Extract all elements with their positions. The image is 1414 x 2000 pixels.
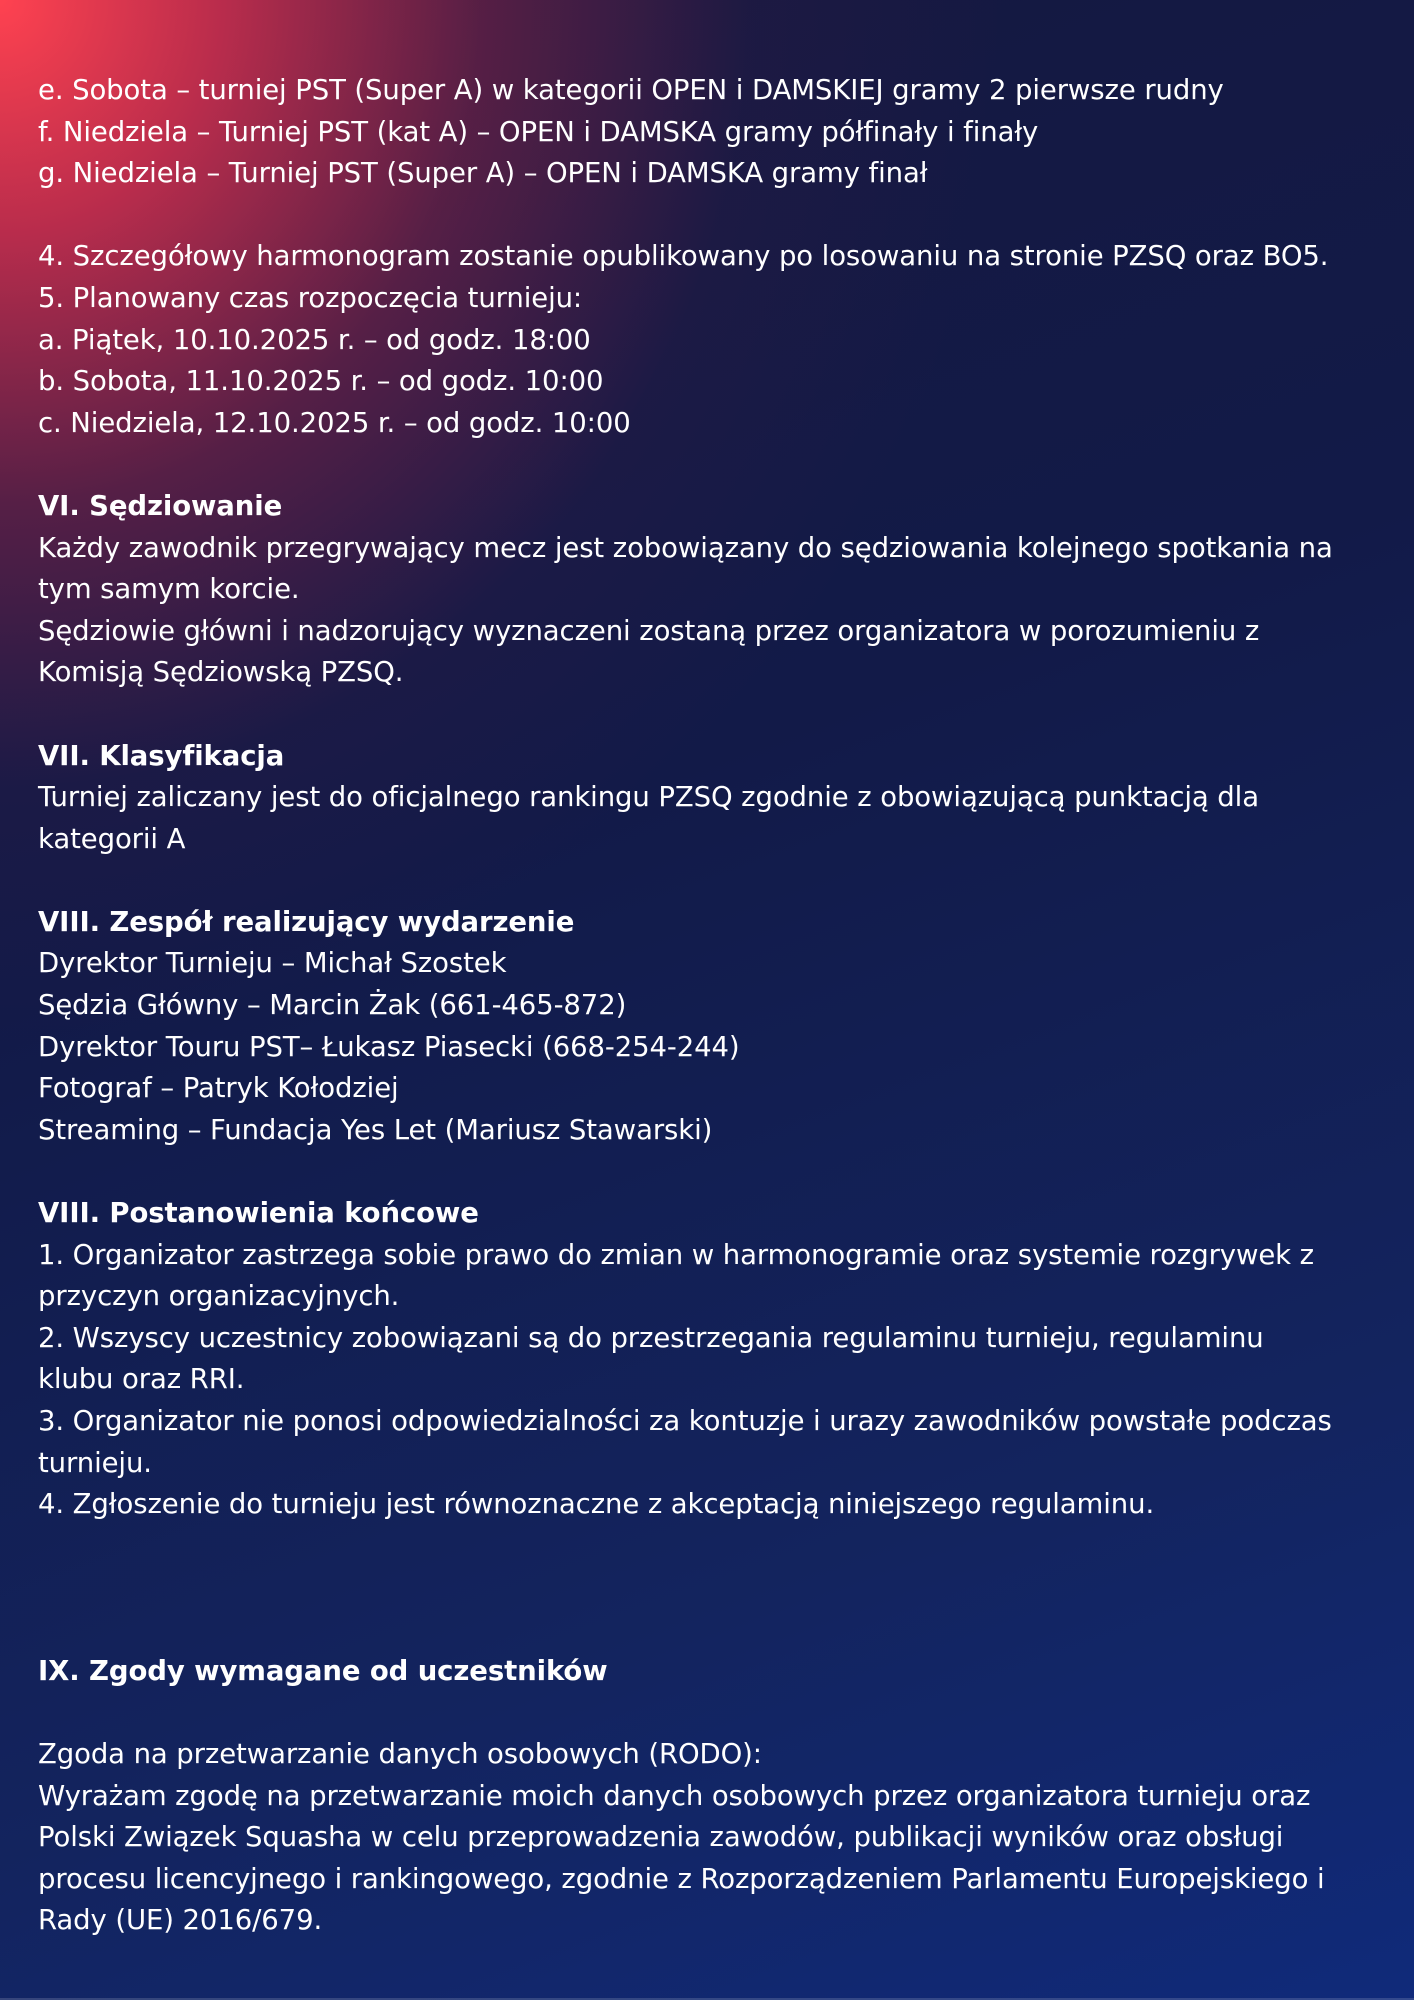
spacer — [38, 444, 1378, 486]
refereeing-heading: VI. Sędziowanie — [38, 489, 283, 522]
classification-text: Turniej zaliczany jest do oficjalnego rankingu PZSQ zgodnie z obowiązującą punktacją dla — [38, 781, 1259, 814]
consents-section — [38, 1651, 1378, 1942]
final-provisions-heading: VIII. Postanowienia końcowe — [38, 1197, 479, 1230]
final-provisions-section — [38, 1193, 1378, 1526]
final-provision-line: przyczyn organizacyjnych. — [38, 1280, 400, 1313]
schedule-item-f: f. Niedziela – Turniej PST (kat A) – OPEN i DAMSKA gramy półfinały i finały — [38, 115, 1039, 148]
classification-section — [38, 736, 1378, 861]
schedule-point-4: 4. Szczegółowy harmonogram zostanie opublikowany po losowaniu na stronie PZSQ oraz BO5. — [38, 240, 1329, 273]
team-member: Streaming – Fundacja Yes Let (Mariusz Stawarski) — [38, 1113, 713, 1146]
classification-heading: VII. Klasyfikacja — [38, 739, 285, 772]
rodo-text: Rady (UE) 2016/679. — [38, 1904, 323, 1937]
spacer — [38, 860, 1378, 902]
schedule-section — [38, 70, 1378, 444]
spacer — [38, 1526, 1378, 1651]
classification-text: kategorii A — [38, 822, 186, 855]
start-time-saturday: b. Sobota, 11.10.2025 r. – od godz. 10:00 — [38, 365, 604, 398]
team-section — [38, 902, 1378, 1152]
regulations-document — [38, 70, 1378, 1942]
rodo-title: Zgoda na przetwarzanie danych osobowych (RODO): — [38, 1737, 762, 1770]
schedule-item-e: e. Sobota – turniej PST (Super A) w kategorii OPEN i DAMSKIEJ gramy 2 pierwsze rudny — [38, 74, 1224, 106]
spacer — [38, 1151, 1378, 1193]
refereeing-section — [38, 486, 1378, 694]
spacer — [38, 1692, 1378, 1734]
rodo-text: Wyrażam zgodę na przetwarzanie moich danych osobowych przez organizatora turnieju oraz — [38, 1779, 1311, 1812]
final-provision-line: 3. Organizator nie ponosi odpowiedzialności za kontuzje i urazy zawodników powstałe podczas — [38, 1405, 1332, 1437]
consents-heading: IX. Zgody wymagane od uczestników — [38, 1654, 608, 1687]
spacer — [38, 195, 1378, 237]
final-provision-line: 1. Organizator zastrzega sobie prawo do zmian w harmonogramie oraz systemie rozgrywek z — [38, 1238, 1314, 1271]
team-member: Dyrektor Touru PST– Łukasz Piasecki (668-254-244) — [38, 1030, 740, 1063]
rodo-text: procesu licencyjnego i rankingowego, zgodnie z Rozporządzeniem Parlamentu Europejskiego i — [38, 1862, 1325, 1895]
refereeing-text: Każdy zawodnik przegrywający mecz jest zobowiązany do sędziowania kolejnego spotkania na — [38, 531, 1333, 564]
rodo-text: Polski Związek Squasha w celu przeprowadzenia zawodów, publikacji wyników oraz obsługi — [38, 1821, 1284, 1854]
schedule-point-5: 5. Planowany czas rozpoczęcia turnieju: — [38, 281, 583, 314]
team-heading: VIII. Zespół realizujący wydarzenie — [38, 905, 575, 938]
refereeing-text: tym samym korcie. — [38, 573, 300, 606]
start-time-sunday: c. Niedziela, 12.10.2025 r. – od godz. 10:00 — [38, 406, 631, 439]
final-provision-line: klubu oraz RRI. — [38, 1363, 245, 1396]
team-member: Dyrektor Turnieju – Michał Szostek — [38, 947, 507, 980]
refereeing-text: Komisją Sędziowską PZSQ. — [38, 656, 404, 689]
final-provision-line: 2. Wszyscy uczestnicy zobowiązani są do przestrzegania regulaminu turnieju, regulaminu — [38, 1321, 1264, 1354]
refereeing-text: Sędziowie główni i nadzorujący wyznaczeni zostaną przez organizatora w porozumieniu z — [38, 614, 1260, 647]
spacer — [38, 694, 1378, 736]
final-provision-line: turnieju. — [38, 1446, 152, 1479]
schedule-item-g: g. Niedziela – Turniej PST (Super A) – OPEN i DAMSKA gramy finał — [38, 157, 928, 190]
team-member: Sędzia Główny – Marcin Żak (661-465-872) — [38, 989, 627, 1022]
team-member: Fotograf – Patryk Kołodziej — [38, 1072, 399, 1105]
start-time-friday: a. Piątek, 10.10.2025 r. – od godz. 18:00 — [38, 323, 591, 356]
final-provision-line: 4. Zgłoszenie do turnieju jest równoznaczne z akceptacją niniejszego regulaminu. — [38, 1488, 1155, 1521]
